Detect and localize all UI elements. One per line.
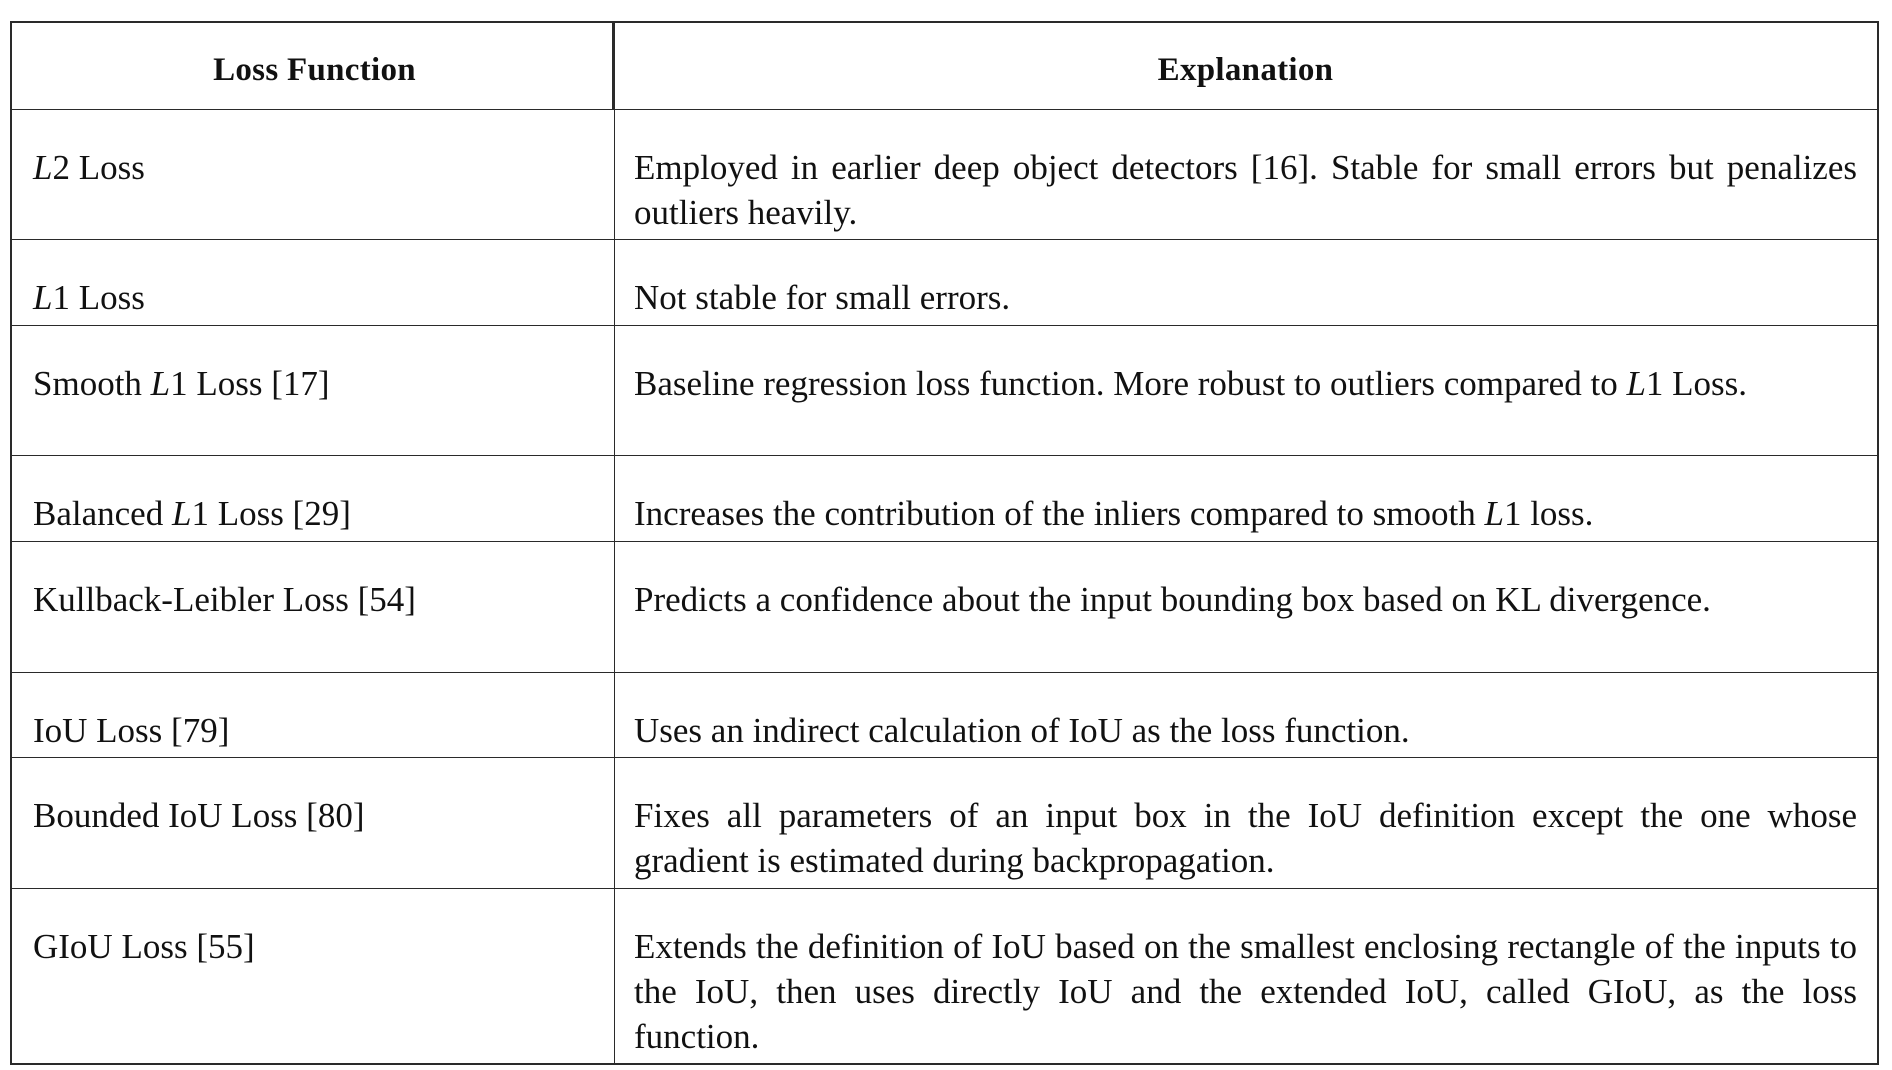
loss-function-table <box>10 21 1879 1065</box>
loss-name-prefix: IoU Loss [79] <box>33 711 230 750</box>
explanation-text: Fixes all parameters of an input box in the IoU definition except the one whose gradient is estimated during backpropagation. <box>634 796 1857 880</box>
loss-name-prefix: Kullback-Leibler Loss [54] <box>33 580 416 619</box>
table-row <box>12 239 1877 325</box>
table-row <box>12 541 1877 672</box>
explanation-text: Increases the contribution of the inliers compared to smooth <box>634 494 1485 533</box>
loss-name-math: L <box>171 494 192 533</box>
loss-function-cell <box>12 673 615 757</box>
explanation-math: L <box>1626 364 1646 403</box>
loss-function-cell <box>12 240 615 325</box>
loss-function-cell <box>12 889 615 1063</box>
loss-function-cell <box>12 110 615 239</box>
loss-name-suffix: 1 Loss [29] <box>191 494 351 533</box>
explanation-cell <box>615 456 1877 541</box>
explanation-text: Extends the definition of IoU based on the smallest enclosing rectangle of the inputs to the IoU, then uses directly IoU and the extended IoU, called GIoU, as the loss function. <box>634 927 1857 1056</box>
explanation-text: Employed in earlier deep object detectors [16]. Stable for small errors but penalizes outliers heavily. <box>634 148 1857 232</box>
table-row <box>12 757 1877 888</box>
table-row <box>12 325 1877 455</box>
explanation-cell <box>615 758 1877 888</box>
explanation-cell <box>615 326 1877 455</box>
explanation-cell <box>615 889 1877 1063</box>
loss-function-cell <box>12 326 615 455</box>
header-explanation: Explanation <box>1157 52 1334 88</box>
explanation-math: L <box>1484 494 1504 533</box>
header-loss-function: Loss Function <box>12 23 615 109</box>
explanation-cell <box>615 240 1877 325</box>
loss-name-prefix: GIoU Loss [55] <box>33 927 255 966</box>
table-row <box>12 888 1877 1063</box>
loss-name-math: L <box>33 278 53 317</box>
loss-name-suffix: 1 Loss [17] <box>170 364 330 403</box>
table-header-row <box>12 23 1877 109</box>
table-row <box>12 672 1877 757</box>
explanation-text-tail: 1 loss. <box>1503 494 1594 533</box>
table-row <box>12 109 1877 239</box>
loss-name-suffix: 1 Loss <box>52 278 145 317</box>
loss-function-cell <box>12 456 615 541</box>
loss-name-prefix: Smooth <box>33 364 151 403</box>
explanation-text: Uses an indirect calculation of IoU as the loss function. <box>634 711 1410 750</box>
explanation-cell <box>615 673 1877 757</box>
table-row <box>12 455 1877 541</box>
loss-name-math: L <box>33 148 53 187</box>
loss-function-cell <box>12 542 615 672</box>
loss-name-suffix: 2 Loss <box>52 148 145 187</box>
loss-name-math: L <box>150 364 171 403</box>
explanation-text: Predicts a confidence about the input bounding box based on KL divergence. <box>634 580 1711 619</box>
explanation-cell <box>615 542 1877 672</box>
loss-name-prefix: Balanced <box>33 494 172 533</box>
explanation-cell <box>615 110 1877 239</box>
explanation-text: Baseline regression loss function. More robust to outliers compared to <box>634 364 1627 403</box>
explanation-text: Not stable for small errors. <box>634 278 1011 317</box>
loss-function-cell <box>12 758 615 888</box>
loss-name-prefix: Bounded IoU Loss [80] <box>33 796 365 835</box>
explanation-text-tail: 1 Loss. <box>1645 364 1748 403</box>
